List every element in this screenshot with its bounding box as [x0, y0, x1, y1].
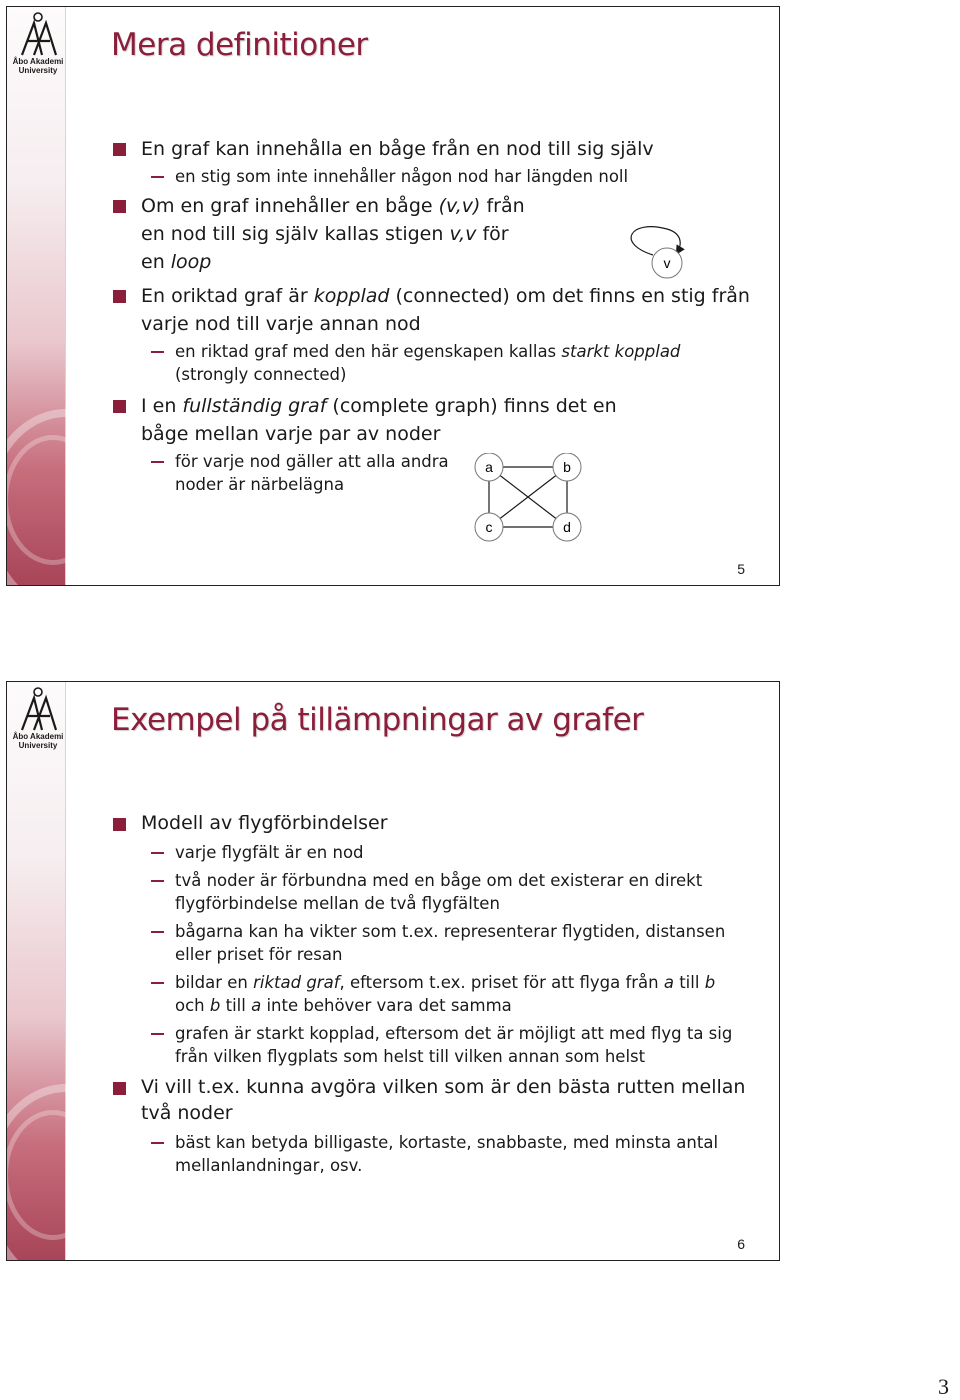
text-em: b: [209, 996, 221, 1015]
text: en: [141, 251, 171, 273]
text-em: a: [251, 996, 262, 1015]
sub-bullet: [111, 869, 759, 915]
sidebar-decoration: [7, 682, 66, 1260]
logo-line2: University: [18, 66, 58, 75]
sidebar-decoration: [7, 7, 66, 585]
text: till: [673, 973, 705, 992]
sub-bullet: [111, 971, 759, 1017]
slide-6: [6, 681, 780, 1261]
sub-bullet: [111, 1131, 759, 1177]
text-em: kopplad: [313, 285, 390, 307]
text: En oriktad graf är: [141, 285, 314, 307]
text: noder är närbelägna: [175, 475, 345, 494]
logo-line1: Åbo Akademi: [12, 57, 64, 66]
sub-bullet: [111, 920, 759, 966]
logo-line2: University: [18, 741, 58, 750]
slide-title: Mera definitioner: [111, 27, 368, 63]
sub-bullet: [111, 450, 759, 496]
sub-bullet-text: en stig som inte innehåller någon nod har längden noll: [175, 167, 629, 186]
text-em: starkt kopplad: [561, 342, 681, 361]
bullet-text: Vi vill t.ex. kunna avgöra vilken som är den bästa rutten mellan två noder: [141, 1076, 746, 1124]
graph-node-label: d: [563, 519, 571, 535]
text: bildar en: [175, 973, 254, 992]
loop-diagram: [621, 225, 691, 281]
slide-number: 6: [737, 1236, 745, 1252]
text-em: (v,v): [438, 195, 481, 217]
sheet-page-number: 3: [938, 1374, 949, 1399]
sub-bullet-text: två noder är förbundna med en båge om det existerar en direkt flygförbindelse mellan de två flygfälten: [175, 871, 703, 913]
complete-graph-diagram: [471, 453, 591, 549]
text: och: [175, 996, 210, 1015]
text-em: fullständig graf: [182, 395, 327, 417]
sub-bullet: [111, 841, 759, 864]
text: en nod till sig själv kallas stigen: [141, 223, 450, 245]
text: (strongly connected): [175, 365, 347, 384]
university-logo: [7, 686, 69, 750]
text-em: riktad graf: [253, 973, 340, 992]
abo-akademi-logo-icon: [16, 686, 60, 732]
sub-bullet-text: varje flygfält är en nod: [175, 843, 364, 862]
text: från: [480, 195, 525, 217]
text-em: a: [663, 973, 674, 992]
sub-bullet: [111, 1022, 759, 1068]
bullet-text: En graf kan innehålla en båge från en nod till sig själv: [141, 138, 654, 160]
seal-watermark-inner: [6, 1110, 103, 1240]
text: Om en graf innehåller en båge: [141, 195, 439, 217]
bullet-text: Modell av flygförbindelser: [141, 812, 388, 834]
text: inte behöver vara det samma: [261, 996, 512, 1015]
text-em: loop: [170, 251, 212, 273]
text-em: v,v: [449, 223, 477, 245]
text: I en: [141, 395, 183, 417]
text: (complete graph) finns det en: [326, 395, 617, 417]
sub-bullet: [111, 340, 759, 386]
loop-node-label: v: [663, 255, 671, 271]
sub-bullet-text: bäst kan betyda billigaste, kortaste, snabbaste, med minsta antal mellanlandningar, osv.: [175, 1133, 719, 1175]
graph-node-label: b: [563, 459, 571, 475]
graph-node-label: a: [485, 459, 493, 475]
slide-5: [6, 6, 780, 586]
bullet: [111, 810, 759, 836]
slide-title: Exempel på tillämpningar av grafer: [111, 702, 644, 738]
bullet: [111, 1074, 759, 1126]
sub-bullet: [111, 165, 759, 188]
sub-bullet-text: grafen är starkt kopplad, eftersom det är möjligt att med flyg ta sig från vilken flygplats som helst till vilken annan som helst: [175, 1024, 733, 1066]
slide-number: 5: [737, 561, 745, 577]
bullet: [111, 135, 759, 163]
text: , eftersom t.ex. priset för att flyga från: [339, 973, 664, 992]
text: båge mellan varje par av noder: [141, 423, 441, 445]
university-logo: [7, 11, 69, 75]
bullet: [111, 392, 759, 448]
seal-watermark-inner: [6, 435, 103, 565]
text-em: b: [704, 973, 716, 992]
abo-akademi-logo-icon: [16, 11, 60, 57]
text: för varje nod gäller att alla andra: [175, 452, 449, 471]
slide-content: [111, 131, 759, 496]
text: (connected) om det finns en stig från varje nod till varje annan nod: [141, 285, 750, 335]
graph-node-label: c: [485, 519, 493, 535]
logo-line1: Åbo Akademi: [12, 732, 64, 741]
sub-bullet-text: bågarna kan ha vikter som t.ex. representerar flygtiden, distansen eller priset för resan: [175, 922, 726, 964]
slide-content: [111, 806, 759, 1177]
text: för: [476, 223, 509, 245]
text: till: [220, 996, 252, 1015]
bullet: [111, 282, 759, 338]
text: en riktad graf med den här egenskapen kallas: [175, 342, 562, 361]
